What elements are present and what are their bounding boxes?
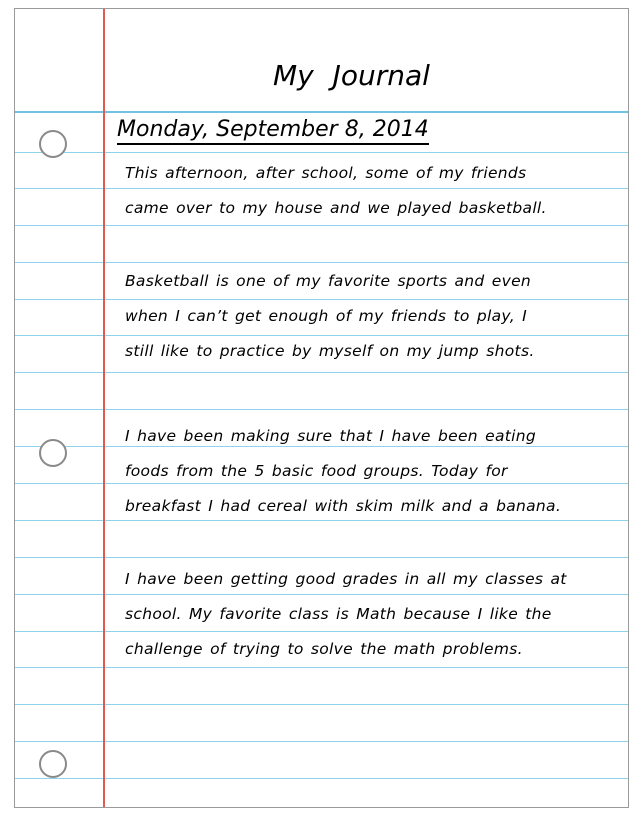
ruled-line — [15, 520, 628, 521]
entry-line: This afternoon, after school, some of my friends — [125, 164, 527, 182]
ruled-line — [15, 225, 628, 226]
entry-line: breakfast I had cereal with skim milk and a banana. — [125, 497, 562, 515]
ruled-line — [15, 335, 628, 336]
margin-line — [103, 9, 105, 807]
entry-line: I have been making sure that I have been eating — [125, 427, 537, 445]
header-rule — [15, 111, 628, 113]
ruled-line — [15, 188, 628, 189]
ruled-line — [15, 594, 628, 595]
entry-line: came over to my house and we played basketball. — [125, 199, 547, 217]
entry-line: school. My favorite class is Math because I like the — [125, 605, 552, 623]
entry-line: when I can’t get enough of my friends to play, I — [125, 307, 528, 325]
ruled-line — [15, 778, 628, 779]
binder-hole-bottom — [39, 750, 67, 778]
entry-line: I have been getting good grades in all my classes at — [125, 570, 567, 588]
ruled-line — [15, 262, 628, 263]
entry-line: still like to practice by myself on my jump shots. — [125, 342, 535, 360]
ruled-line — [15, 741, 628, 742]
journal-title: My Journal — [273, 59, 430, 92]
ruled-line — [15, 299, 628, 300]
entry-line: Basketball is one of my favorite sports and even — [125, 272, 532, 290]
ruled-line — [15, 372, 628, 373]
notebook-page — [14, 8, 629, 808]
ruled-line — [15, 557, 628, 558]
binder-hole-top — [39, 130, 67, 158]
ruled-line — [15, 631, 628, 632]
ruled-line — [15, 483, 628, 484]
ruled-line — [15, 667, 628, 668]
binder-hole-middle — [39, 439, 67, 467]
entry-date: Monday, September 8, 2014 — [117, 117, 429, 145]
ruled-line — [15, 152, 628, 153]
ruled-line — [15, 446, 628, 447]
ruled-line — [15, 409, 628, 410]
entry-line: foods from the 5 basic food groups. Today for — [125, 462, 508, 480]
entry-line: challenge of trying to solve the math problems. — [125, 640, 523, 658]
ruled-line — [15, 704, 628, 705]
